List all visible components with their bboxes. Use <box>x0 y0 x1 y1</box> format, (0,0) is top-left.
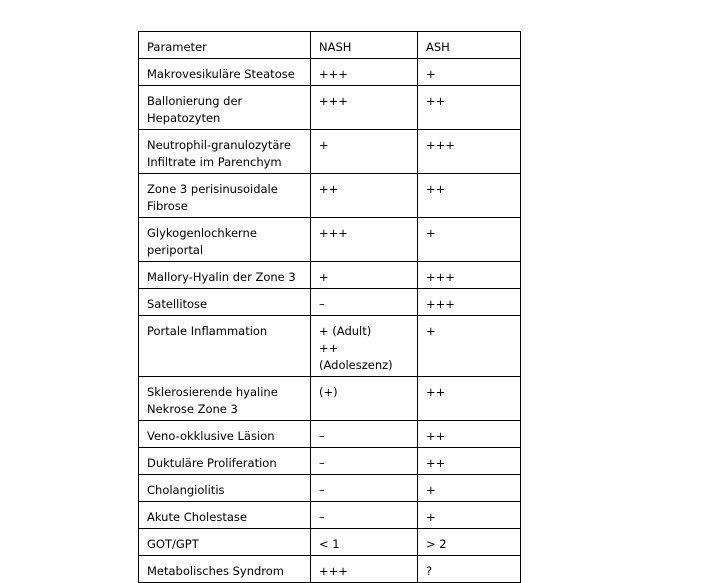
cell-ash: + <box>418 59 521 86</box>
cell-ash: ++ <box>418 421 521 448</box>
cell-ash: ? <box>418 556 521 583</box>
table-row <box>139 218 521 262</box>
table-header-row <box>139 32 521 59</box>
cell-parameter: Akute Cholestase <box>139 502 311 529</box>
cell-ash: + <box>418 502 521 529</box>
table-row <box>139 316 521 377</box>
table-row <box>139 262 521 289</box>
cell-ash: +++ <box>418 130 521 174</box>
cell-ash: +++ <box>418 262 521 289</box>
cell-ash: ++ <box>418 174 521 218</box>
cell-nash: + (Adult) ++ (Adoleszenz) <box>311 316 418 377</box>
table-row <box>139 59 521 86</box>
cell-parameter: Ballonierung der Hepatozyten <box>139 86 311 130</box>
cell-parameter: Mallory-Hyalin der Zone 3 <box>139 262 311 289</box>
table-row <box>139 529 521 556</box>
table-row <box>139 556 521 583</box>
cell-nash: – <box>311 502 418 529</box>
cell-nash: (+) <box>311 377 418 421</box>
table-row <box>139 421 521 448</box>
comparison-table-container <box>138 31 520 583</box>
cell-ash: ++ <box>418 86 521 130</box>
cell-nash: – <box>311 448 418 475</box>
cell-parameter: Sklerosierende hyaline Nekrose Zone 3 <box>139 377 311 421</box>
cell-ash: > 2 <box>418 529 521 556</box>
cell-nash: – <box>311 475 418 502</box>
cell-parameter: Cholangiolitis <box>139 475 311 502</box>
table-row <box>139 130 521 174</box>
cell-nash: + <box>311 262 418 289</box>
cell-nash: < 1 <box>311 529 418 556</box>
cell-ash: ++ <box>418 377 521 421</box>
cell-nash: +++ <box>311 556 418 583</box>
table-row <box>139 475 521 502</box>
cell-parameter: Makrovesikuläre Steatose <box>139 59 311 86</box>
cell-nash: +++ <box>311 218 418 262</box>
table-row <box>139 289 521 316</box>
cell-parameter: Veno-okklusive Läsion <box>139 421 311 448</box>
cell-ash: +++ <box>418 289 521 316</box>
cell-ash: + <box>418 218 521 262</box>
header-parameter: Parameter <box>139 32 311 59</box>
cell-parameter: Duktuläre Proliferation <box>139 448 311 475</box>
table-row <box>139 86 521 130</box>
cell-parameter: Satellitose <box>139 289 311 316</box>
cell-nash: + <box>311 130 418 174</box>
cell-nash: – <box>311 289 418 316</box>
nash-ash-comparison-table <box>138 31 521 583</box>
cell-parameter: Glykogenlochkerne periportal <box>139 218 311 262</box>
cell-nash: +++ <box>311 59 418 86</box>
table-row <box>139 448 521 475</box>
table-row <box>139 174 521 218</box>
cell-ash: + <box>418 316 521 377</box>
header-nash: NASH <box>311 32 418 59</box>
cell-parameter: Zone 3 perisinusoidale Fibrose <box>139 174 311 218</box>
cell-ash: ++ <box>418 448 521 475</box>
header-ash: ASH <box>418 32 521 59</box>
cell-parameter: Metabolisches Syndrom <box>139 556 311 583</box>
cell-parameter: Portale Inflammation <box>139 316 311 377</box>
cell-nash: +++ <box>311 86 418 130</box>
table-row <box>139 502 521 529</box>
cell-nash: – <box>311 421 418 448</box>
table-row <box>139 377 521 421</box>
cell-parameter: GOT/GPT <box>139 529 311 556</box>
cell-nash: ++ <box>311 174 418 218</box>
cell-parameter: Neutrophil-granulozytäre Infiltrate im Parenchym <box>139 130 311 174</box>
cell-ash: + <box>418 475 521 502</box>
